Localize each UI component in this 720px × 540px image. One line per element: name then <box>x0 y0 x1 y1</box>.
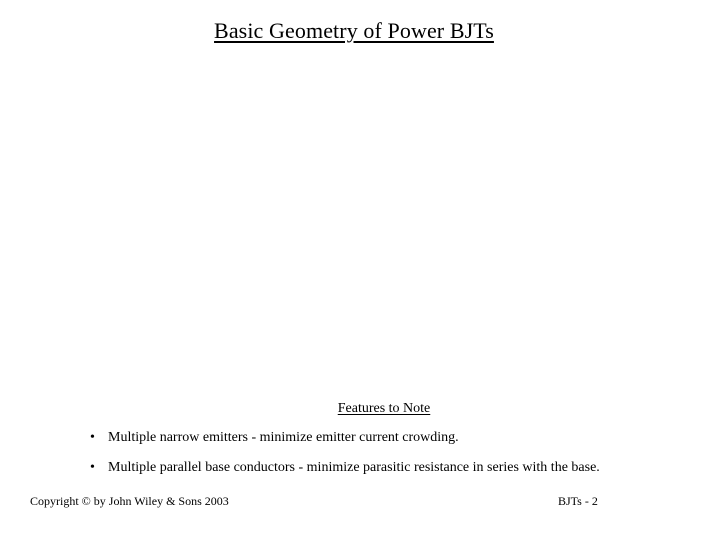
page-number-footer: BJTs - 2 <box>558 494 598 508</box>
features-bullet-list <box>88 430 600 490</box>
blank-figure-area <box>30 58 690 388</box>
copyright-footer: Copyright © by John Wiley & Sons 2003 <box>30 494 229 508</box>
features-heading: Features to Note <box>337 401 431 416</box>
list-item <box>88 460 600 476</box>
bullet-text: Multiple parallel base conductors - minimize parasitic resistance in series with the base. <box>108 460 600 475</box>
bullet-icon: • <box>90 430 95 445</box>
bullet-text: Multiple narrow emitters - minimize emitter current crowding. <box>108 430 459 445</box>
slide-title: Basic Geometry of Power BJTs <box>214 18 494 43</box>
bullet-icon: • <box>90 460 95 475</box>
list-item <box>88 430 600 446</box>
